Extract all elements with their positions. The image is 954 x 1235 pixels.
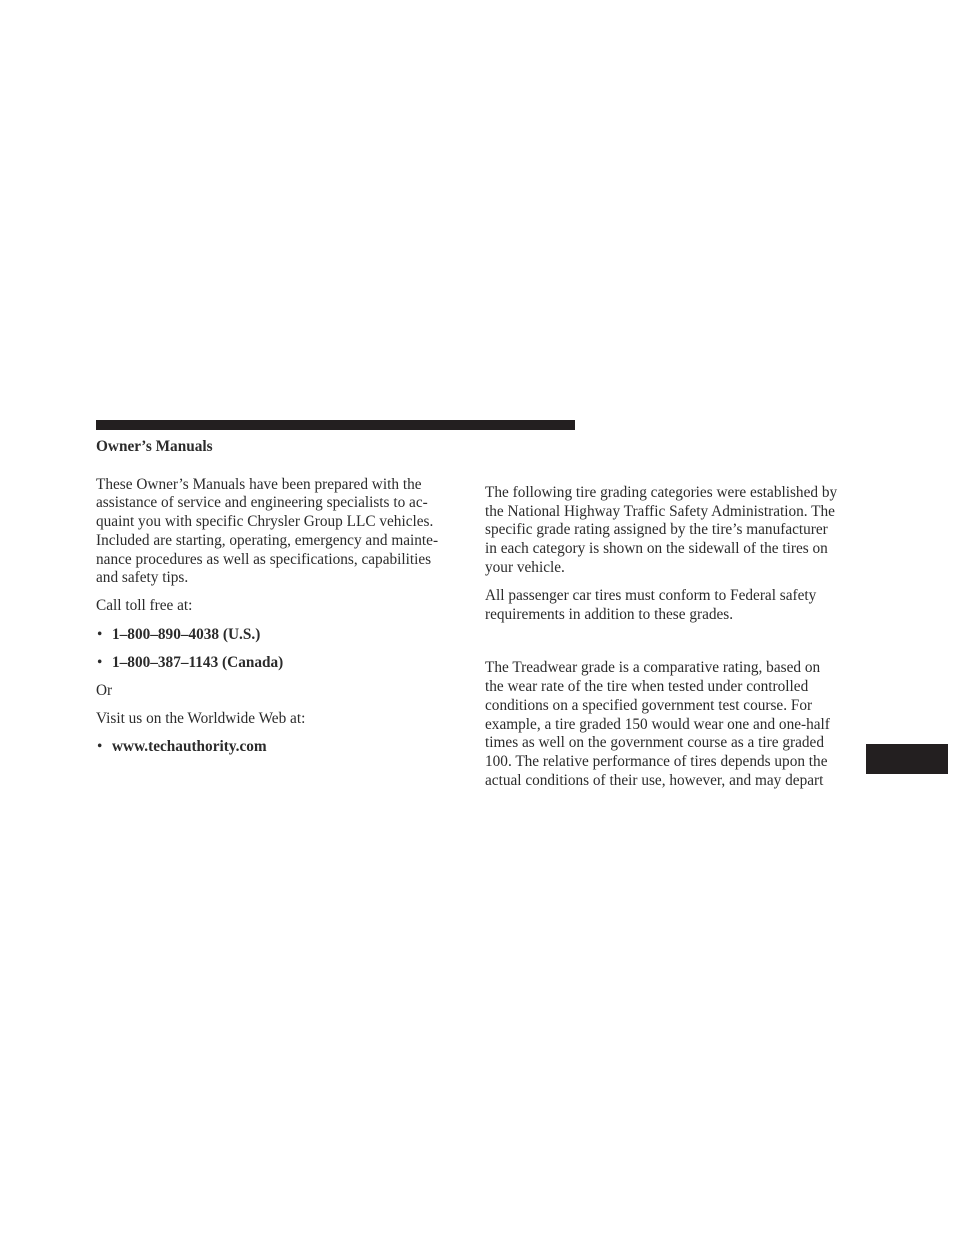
treadwear-line: actual conditions of their use, however, and may depart: [485, 771, 824, 789]
chapter-tab: [866, 744, 948, 774]
grading-paragraph: [485, 484, 858, 578]
conform-paragraph: [485, 587, 858, 624]
grading-line: specific grade rating assigned by the tire’s manufacturer: [485, 521, 828, 539]
treadwear-line: 100. The relative performance of tires depends upon the: [485, 752, 828, 770]
treadwear-line: the wear rate of the tire when tested under controlled: [485, 678, 809, 696]
grading-line: your vehicle.: [485, 558, 565, 576]
intro-line: Included are starting, operating, emergency and mainte-: [96, 531, 439, 549]
phone-us-item: [96, 626, 469, 645]
grading-line: in each category is shown on the sidewall of the tires on: [485, 540, 828, 558]
bullet-icon: •: [97, 625, 103, 643]
right-column: [485, 484, 858, 790]
bullet-icon: •: [97, 738, 103, 756]
bullet-icon: •: [97, 653, 103, 671]
treadwear-line: conditions on a specified government test course. For: [485, 696, 813, 714]
grading-line: the National Highway Traffic Safety Administration. The: [485, 502, 835, 520]
or-text: Or: [96, 682, 113, 700]
treadwear-paragraph: [485, 659, 858, 790]
intro-line: quaint you with specific Chrysler Group LLC vehicles.: [96, 513, 434, 531]
grading-line: The following tire grading categories were established by: [485, 484, 838, 501]
phone-us: 1–800–890–4038 (U.S.): [112, 625, 261, 643]
intro-line: nance procedures as well as specifications, capabilities: [96, 550, 432, 568]
intro-line: These Owner’s Manuals have been prepared with the: [96, 475, 422, 493]
owners-manuals-intro: [96, 476, 469, 588]
intro-line: assistance of service and engineering specialists to ac-: [96, 494, 428, 512]
website-item[interactable]: [96, 738, 469, 757]
call-toll-free-text: Call toll free at:: [96, 597, 193, 615]
treadwear-line: example, a tire graded 150 would wear one and one-half: [485, 715, 830, 733]
website-list: [96, 738, 469, 757]
treadwear-line: times as well on the government course as a tire graded: [485, 734, 824, 752]
treadwear-line: The Treadwear grade is a comparative rating, based on: [485, 659, 821, 677]
conform-line: All passenger car tires must conform to Federal safety: [485, 587, 817, 605]
phone-canada: 1–800–387–1143 (Canada): [112, 653, 284, 671]
worldwide-web-text: Visit us on the Worldwide Web at:: [96, 710, 306, 728]
phone-canada-item: [96, 654, 469, 673]
section-rule: [96, 420, 575, 430]
phone-list: [96, 626, 469, 673]
owners-manuals-heading: Owner’s Manuals: [96, 438, 213, 455]
conform-line: requirements in addition to these grades.: [485, 605, 734, 623]
website-link[interactable]: www.techauthority.com: [112, 738, 267, 756]
left-column: [96, 438, 469, 757]
intro-line: and safety tips.: [96, 569, 189, 587]
